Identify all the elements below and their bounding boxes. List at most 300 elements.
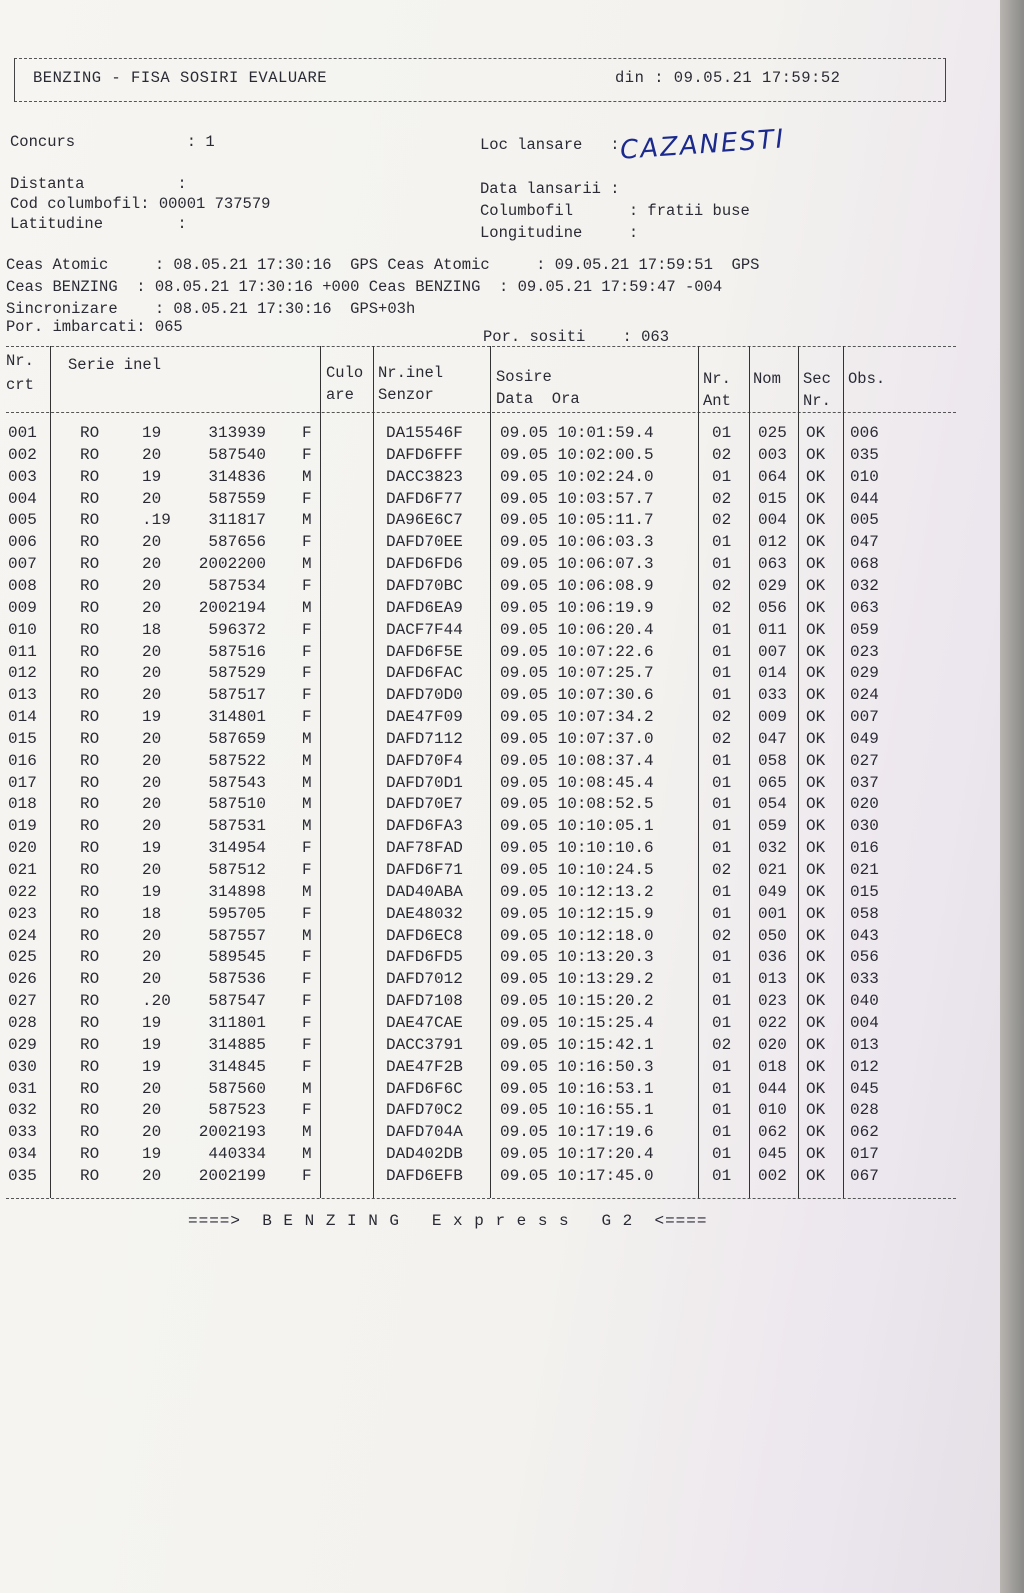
row-obs: 068 — [850, 555, 879, 574]
row-arrival-datetime: 09.05 10:07:37.0 — [500, 729, 654, 748]
row-arrival-datetime: 09.05 10:15:42.1 — [500, 1035, 654, 1054]
row-nr: 023 — [8, 904, 37, 923]
col-header-senzor: Senzor — [378, 386, 434, 404]
row-nr: 022 — [8, 882, 37, 901]
row-year: 19 — [142, 708, 162, 727]
title-box — [14, 58, 946, 102]
row-nr: 003 — [8, 467, 37, 486]
row-nr: 016 — [8, 751, 37, 770]
row-antenna: 02 — [712, 729, 732, 748]
row-arrival-datetime: 09.05 10:07:34.2 — [500, 708, 654, 727]
row-sex: F — [302, 1057, 312, 1076]
table-row — [0, 1167, 1000, 1193]
row-year: 20 — [142, 948, 162, 967]
row-security: OK — [806, 1101, 826, 1120]
row-arrival-datetime: 09.05 10:06:07.3 — [500, 555, 654, 574]
row-ring-number: 587531 — [208, 817, 266, 836]
row-sex: M — [302, 1145, 312, 1164]
row-nr: 034 — [8, 1145, 37, 1164]
col-header-sec-2: Nr. — [803, 392, 831, 410]
row-nominated: 054 — [758, 795, 787, 814]
row-arrival-datetime: 09.05 10:08:52.5 — [500, 795, 654, 814]
table-bottom-rule — [6, 1198, 956, 1199]
row-obs: 023 — [850, 642, 879, 661]
row-country: RO — [80, 1013, 100, 1032]
row-ring-number: 587536 — [208, 970, 266, 989]
row-year: 20 — [142, 1079, 162, 1098]
row-sex: F — [302, 686, 312, 705]
row-sensor-ring: DACC3791 — [386, 1035, 463, 1054]
row-ring-number: 440334 — [208, 1145, 266, 1164]
row-sex: F — [302, 1013, 312, 1032]
row-sensor-ring: DAFD70D0 — [386, 686, 463, 705]
row-sex: F — [302, 1166, 312, 1185]
row-obs: 063 — [850, 598, 879, 617]
row-ring-number: 314885 — [208, 1035, 266, 1054]
row-security: OK — [806, 904, 826, 923]
row-security: OK — [806, 861, 826, 879]
row-year: 20 — [142, 970, 162, 989]
row-country: RO — [80, 795, 100, 814]
row-year: 19 — [142, 839, 162, 858]
row-obs: 005 — [850, 511, 879, 530]
row-security: OK — [806, 533, 826, 552]
row-sex: M — [302, 926, 312, 945]
row-country: RO — [80, 882, 100, 901]
row-sex: F — [302, 992, 312, 1011]
row-sex: F — [302, 904, 312, 923]
row-sensor-ring: DA96E6C7 — [386, 511, 463, 530]
row-country: RO — [80, 708, 100, 727]
row-sensor-ring: DAFD70F4 — [386, 751, 463, 770]
row-nominated: 056 — [758, 598, 787, 617]
row-obs: 021 — [850, 861, 879, 879]
row-year: 20 — [142, 489, 162, 508]
row-nr: 031 — [8, 1079, 37, 1098]
row-security: OK — [806, 1145, 826, 1164]
row-country: RO — [80, 861, 100, 879]
row-country: RO — [80, 1145, 100, 1164]
row-ring-number: 2002200 — [198, 555, 266, 574]
row-arrival-datetime: 09.05 10:10:10.6 — [500, 839, 654, 858]
row-nominated: 015 — [758, 489, 787, 508]
row-antenna: 01 — [712, 642, 732, 661]
row-country: RO — [80, 1035, 100, 1054]
cod-columbofil-field: Cod columbofil: 00001 737579 — [10, 195, 271, 213]
row-sensor-ring: DAE47CAE — [386, 1013, 463, 1032]
row-sensor-ring: DAFD6F5E — [386, 642, 463, 661]
row-nominated: 012 — [758, 533, 787, 552]
row-security: OK — [806, 1079, 826, 1098]
row-antenna: 01 — [712, 555, 732, 574]
footer-brand: ====> B E N Z I N G E x p r e s s G 2 <==== — [188, 1212, 708, 1230]
row-nr: 020 — [8, 839, 37, 858]
row-security: OK — [806, 839, 826, 858]
row-antenna: 01 — [712, 795, 732, 814]
col-header-serie: Serie inel — [68, 356, 162, 374]
row-sensor-ring: DAFD6FD6 — [386, 555, 463, 574]
row-obs: 067 — [850, 1166, 879, 1185]
row-nominated: 047 — [758, 729, 787, 748]
row-sex: M — [302, 555, 312, 574]
row-nominated: 045 — [758, 1145, 787, 1164]
row-year: 20 — [142, 642, 162, 661]
paper-edge-shadow — [1000, 0, 1024, 1593]
row-arrival-datetime: 09.05 10:07:25.7 — [500, 664, 654, 683]
row-year: 20 — [142, 1123, 162, 1142]
row-nominated: 001 — [758, 904, 787, 923]
row-sex: M — [302, 773, 312, 792]
row-country: RO — [80, 467, 100, 486]
sincronizare-line: Sincronizare : 08.05.21 17:30:16 GPS+03h — [6, 300, 416, 318]
row-sensor-ring: DAFD704A — [386, 1123, 463, 1142]
row-ring-number: 587516 — [208, 642, 266, 661]
row-security: OK — [806, 620, 826, 639]
row-antenna: 01 — [712, 882, 732, 901]
row-obs: 006 — [850, 424, 879, 442]
row-antenna: 01 — [712, 839, 732, 858]
latitudine-field: Latitudine : — [10, 215, 187, 233]
row-ring-number: 587522 — [208, 751, 266, 770]
row-country: RO — [80, 948, 100, 967]
row-obs: 030 — [850, 817, 879, 836]
row-sex: F — [302, 533, 312, 552]
row-nr: 007 — [8, 555, 37, 574]
data-lansarii-field: Data lansarii : — [480, 180, 620, 198]
columbofil-field: Columbofil : fratii buse — [480, 202, 750, 220]
row-ring-number: 587560 — [208, 1079, 266, 1098]
row-sex: M — [302, 882, 312, 901]
row-sensor-ring: DAF78FAD — [386, 839, 463, 858]
row-sex: F — [302, 664, 312, 683]
row-sex: F — [302, 642, 312, 661]
row-antenna: 01 — [712, 1145, 732, 1164]
row-country: RO — [80, 839, 100, 858]
row-security: OK — [806, 445, 826, 464]
row-arrival-datetime: 09.05 10:06:19.9 — [500, 598, 654, 617]
row-nominated: 044 — [758, 1079, 787, 1098]
row-nr: 013 — [8, 686, 37, 705]
row-sensor-ring: DAFD70BC — [386, 576, 463, 595]
row-antenna: 02 — [712, 708, 732, 727]
row-sensor-ring: DAD402DB — [386, 1145, 463, 1164]
col-header-sec-1: Sec — [803, 370, 831, 388]
row-nr: 030 — [8, 1057, 37, 1076]
row-arrival-datetime: 09.05 10:12:15.9 — [500, 904, 654, 923]
row-security: OK — [806, 1123, 826, 1142]
row-nr: 024 — [8, 926, 37, 945]
row-antenna: 01 — [712, 1123, 732, 1142]
row-sensor-ring: DACC3823 — [386, 467, 463, 486]
row-obs: 027 — [850, 751, 879, 770]
row-nr: 015 — [8, 729, 37, 748]
row-obs: 043 — [850, 926, 879, 945]
col-header-dataora: Data Ora — [496, 390, 580, 408]
por-imbarcati-field: Por. imbarcati: 065 — [6, 318, 183, 336]
row-year: 20 — [142, 729, 162, 748]
row-antenna: 01 — [712, 1101, 732, 1120]
row-country: RO — [80, 926, 100, 945]
row-obs: 007 — [850, 708, 879, 727]
row-year: 19 — [142, 1035, 162, 1054]
row-antenna: 01 — [712, 664, 732, 683]
row-year: 20 — [142, 598, 162, 617]
row-ring-number: 589545 — [208, 948, 266, 967]
row-nominated: 050 — [758, 926, 787, 945]
row-year: 20 — [142, 576, 162, 595]
row-nominated: 022 — [758, 1013, 787, 1032]
row-arrival-datetime: 09.05 10:13:20.3 — [500, 948, 654, 967]
row-arrival-datetime: 09.05 10:05:11.7 — [500, 511, 654, 530]
row-nominated: 023 — [758, 992, 787, 1011]
row-security: OK — [806, 751, 826, 770]
row-sensor-ring: DAFD6EFB — [386, 1166, 463, 1185]
row-antenna: 02 — [712, 445, 732, 464]
row-sensor-ring: DAFD7012 — [386, 970, 463, 989]
row-year: 20 — [142, 773, 162, 792]
row-ring-number: 587534 — [208, 576, 266, 595]
row-sex: F — [302, 620, 312, 639]
row-country: RO — [80, 1123, 100, 1142]
row-ring-number: 314801 — [208, 708, 266, 727]
loc-lansare-handwritten: CAZANESTI — [619, 124, 787, 166]
row-sex: M — [302, 598, 312, 617]
row-year: 19 — [142, 467, 162, 486]
longitudine-field: Longitudine : — [480, 224, 639, 242]
loc-lansare-label: Loc lansare : — [480, 136, 620, 154]
row-sex: F — [302, 839, 312, 858]
col-header-obs: Obs. — [848, 370, 886, 388]
row-security: OK — [806, 642, 826, 661]
row-nominated: 018 — [758, 1057, 787, 1076]
row-security: OK — [806, 948, 826, 967]
row-arrival-datetime: 09.05 10:02:00.5 — [500, 445, 654, 464]
row-obs: 033 — [850, 970, 879, 989]
row-nominated: 004 — [758, 511, 787, 530]
row-sex: F — [302, 861, 312, 879]
row-arrival-datetime: 09.05 10:02:24.0 — [500, 467, 654, 486]
row-country: RO — [80, 1166, 100, 1185]
row-arrival-datetime: 09.05 10:17:45.0 — [500, 1166, 654, 1185]
row-ring-number: 314954 — [208, 839, 266, 858]
col-header-nrant-2: Ant — [703, 392, 731, 410]
row-sex: F — [302, 424, 312, 442]
row-obs: 040 — [850, 992, 879, 1011]
row-country: RO — [80, 751, 100, 770]
row-antenna: 02 — [712, 489, 732, 508]
row-arrival-datetime: 09.05 10:12:18.0 — [500, 926, 654, 945]
row-country: RO — [80, 533, 100, 552]
row-obs: 004 — [850, 1013, 879, 1032]
row-arrival-datetime: 09.05 10:17:20.4 — [500, 1145, 654, 1164]
row-sensor-ring: DAFD70C2 — [386, 1101, 463, 1120]
col-header-nrant-1: Nr. — [703, 370, 731, 388]
row-nr: 001 — [8, 424, 37, 442]
row-ring-number: 311817 — [208, 511, 266, 530]
row-nominated: 063 — [758, 555, 787, 574]
row-nominated: 049 — [758, 882, 787, 901]
row-arrival-datetime: 09.05 10:08:37.4 — [500, 751, 654, 770]
row-arrival-datetime: 09.05 10:08:45.4 — [500, 773, 654, 792]
row-country: RO — [80, 620, 100, 639]
row-country: RO — [80, 598, 100, 617]
row-arrival-datetime: 09.05 10:07:30.6 — [500, 686, 654, 705]
row-nr: 006 — [8, 533, 37, 552]
row-sensor-ring: DAFD6EC8 — [386, 926, 463, 945]
row-nr: 018 — [8, 795, 37, 814]
row-obs: 020 — [850, 795, 879, 814]
row-sensor-ring: DAFD6FA3 — [386, 817, 463, 836]
row-antenna: 02 — [712, 576, 732, 595]
row-arrival-datetime: 09.05 10:03:57.7 — [500, 489, 654, 508]
row-obs: 012 — [850, 1057, 879, 1076]
row-security: OK — [806, 708, 826, 727]
row-nominated: 032 — [758, 839, 787, 858]
row-antenna: 01 — [712, 773, 732, 792]
row-sex: M — [302, 1123, 312, 1142]
row-ring-number: 587540 — [208, 445, 266, 464]
row-ring-number: 587523 — [208, 1101, 266, 1120]
row-ring-number: 587529 — [208, 664, 266, 683]
row-nominated: 010 — [758, 1101, 787, 1120]
row-antenna: 02 — [712, 861, 732, 879]
row-sex: M — [302, 1079, 312, 1098]
row-ring-number: 587510 — [208, 795, 266, 814]
row-obs: 058 — [850, 904, 879, 923]
row-obs: 047 — [850, 533, 879, 552]
print-datetime: din : 09.05.21 17:59:52 — [615, 69, 841, 87]
row-ring-number: 587559 — [208, 489, 266, 508]
row-nominated: 029 — [758, 576, 787, 595]
row-nr: 010 — [8, 620, 37, 639]
row-year: 20 — [142, 686, 162, 705]
row-arrival-datetime: 09.05 10:06:08.9 — [500, 576, 654, 595]
row-nr: 002 — [8, 445, 37, 464]
row-country: RO — [80, 1079, 100, 1098]
row-nominated: 062 — [758, 1123, 787, 1142]
row-sensor-ring: DAFD6F6C — [386, 1079, 463, 1098]
row-year: .20 — [142, 992, 171, 1011]
row-nominated: 064 — [758, 467, 787, 486]
row-ring-number: 2002199 — [198, 1166, 266, 1185]
row-ring-number: 595705 — [208, 904, 266, 923]
row-nr: 027 — [8, 992, 37, 1011]
row-year: 20 — [142, 861, 162, 879]
row-country: RO — [80, 817, 100, 836]
row-security: OK — [806, 970, 826, 989]
row-year: 19 — [142, 1057, 162, 1076]
row-security: OK — [806, 1035, 826, 1054]
row-arrival-datetime: 09.05 10:16:50.3 — [500, 1057, 654, 1076]
row-nominated: 025 — [758, 424, 787, 442]
row-sensor-ring: DAFD70D1 — [386, 773, 463, 792]
row-year: 20 — [142, 817, 162, 836]
row-security: OK — [806, 795, 826, 814]
row-antenna: 02 — [712, 511, 732, 530]
row-ring-number: 314898 — [208, 882, 266, 901]
row-nr: 028 — [8, 1013, 37, 1032]
row-security: OK — [806, 817, 826, 836]
row-nr: 014 — [8, 708, 37, 727]
col-header-are: are — [326, 386, 354, 404]
row-arrival-datetime: 09.05 10:10:24.5 — [500, 861, 654, 879]
row-nominated: 011 — [758, 620, 787, 639]
row-year: 20 — [142, 1101, 162, 1120]
row-sex: F — [302, 1101, 312, 1120]
row-country: RO — [80, 1057, 100, 1076]
row-year: 19 — [142, 1145, 162, 1164]
row-year: .19 — [142, 511, 171, 530]
row-country: RO — [80, 489, 100, 508]
col-header-nrinel: Nr.inel — [378, 364, 444, 382]
row-nominated: 059 — [758, 817, 787, 836]
row-antenna: 01 — [712, 1166, 732, 1185]
table-top-rule — [6, 346, 956, 347]
row-antenna: 01 — [712, 1013, 732, 1032]
document-title: BENZING - FISA SOSIRI EVALUARE — [33, 69, 328, 87]
row-ring-number: 587517 — [208, 686, 266, 705]
row-sensor-ring: DAD40ABA — [386, 882, 463, 901]
row-obs: 028 — [850, 1101, 879, 1120]
row-country: RO — [80, 642, 100, 661]
row-nr: 009 — [8, 598, 37, 617]
row-antenna: 02 — [712, 926, 732, 945]
row-sensor-ring: DAE47F2B — [386, 1057, 463, 1076]
row-obs: 037 — [850, 773, 879, 792]
row-security: OK — [806, 489, 826, 508]
row-security: OK — [806, 882, 826, 901]
row-nominated: 058 — [758, 751, 787, 770]
row-country: RO — [80, 1101, 100, 1120]
row-antenna: 01 — [712, 970, 732, 989]
row-antenna: 01 — [712, 751, 732, 770]
row-year: 20 — [142, 1166, 162, 1185]
row-arrival-datetime: 09.05 10:15:25.4 — [500, 1013, 654, 1032]
row-country: RO — [80, 970, 100, 989]
row-sensor-ring: DAFD7112 — [386, 729, 463, 748]
row-ring-number: 313939 — [208, 424, 266, 442]
row-nominated: 020 — [758, 1035, 787, 1054]
row-nr: 021 — [8, 861, 37, 879]
row-nominated: 003 — [758, 445, 787, 464]
row-year: 19 — [142, 1013, 162, 1032]
row-ring-number: 311801 — [208, 1013, 266, 1032]
row-year: 20 — [142, 751, 162, 770]
row-year: 18 — [142, 904, 162, 923]
row-year: 20 — [142, 926, 162, 945]
row-year: 20 — [142, 555, 162, 574]
row-ring-number: 587659 — [208, 729, 266, 748]
row-security: OK — [806, 686, 826, 705]
row-country: RO — [80, 424, 100, 442]
row-sex: F — [302, 576, 312, 595]
row-sensor-ring: DAFD6F77 — [386, 489, 463, 508]
row-antenna: 02 — [712, 1035, 732, 1054]
row-security: OK — [806, 926, 826, 945]
row-sensor-ring: DAFD6FD5 — [386, 948, 463, 967]
row-sex: M — [302, 751, 312, 770]
row-obs: 029 — [850, 664, 879, 683]
row-nr: 012 — [8, 664, 37, 683]
row-security: OK — [806, 664, 826, 683]
row-security: OK — [806, 1013, 826, 1032]
row-obs: 059 — [850, 620, 879, 639]
row-year: 19 — [142, 424, 162, 442]
row-arrival-datetime: 09.05 10:16:55.1 — [500, 1101, 654, 1120]
row-year: 20 — [142, 795, 162, 814]
col-header-sosire: Sosire — [496, 368, 552, 386]
row-security: OK — [806, 992, 826, 1011]
